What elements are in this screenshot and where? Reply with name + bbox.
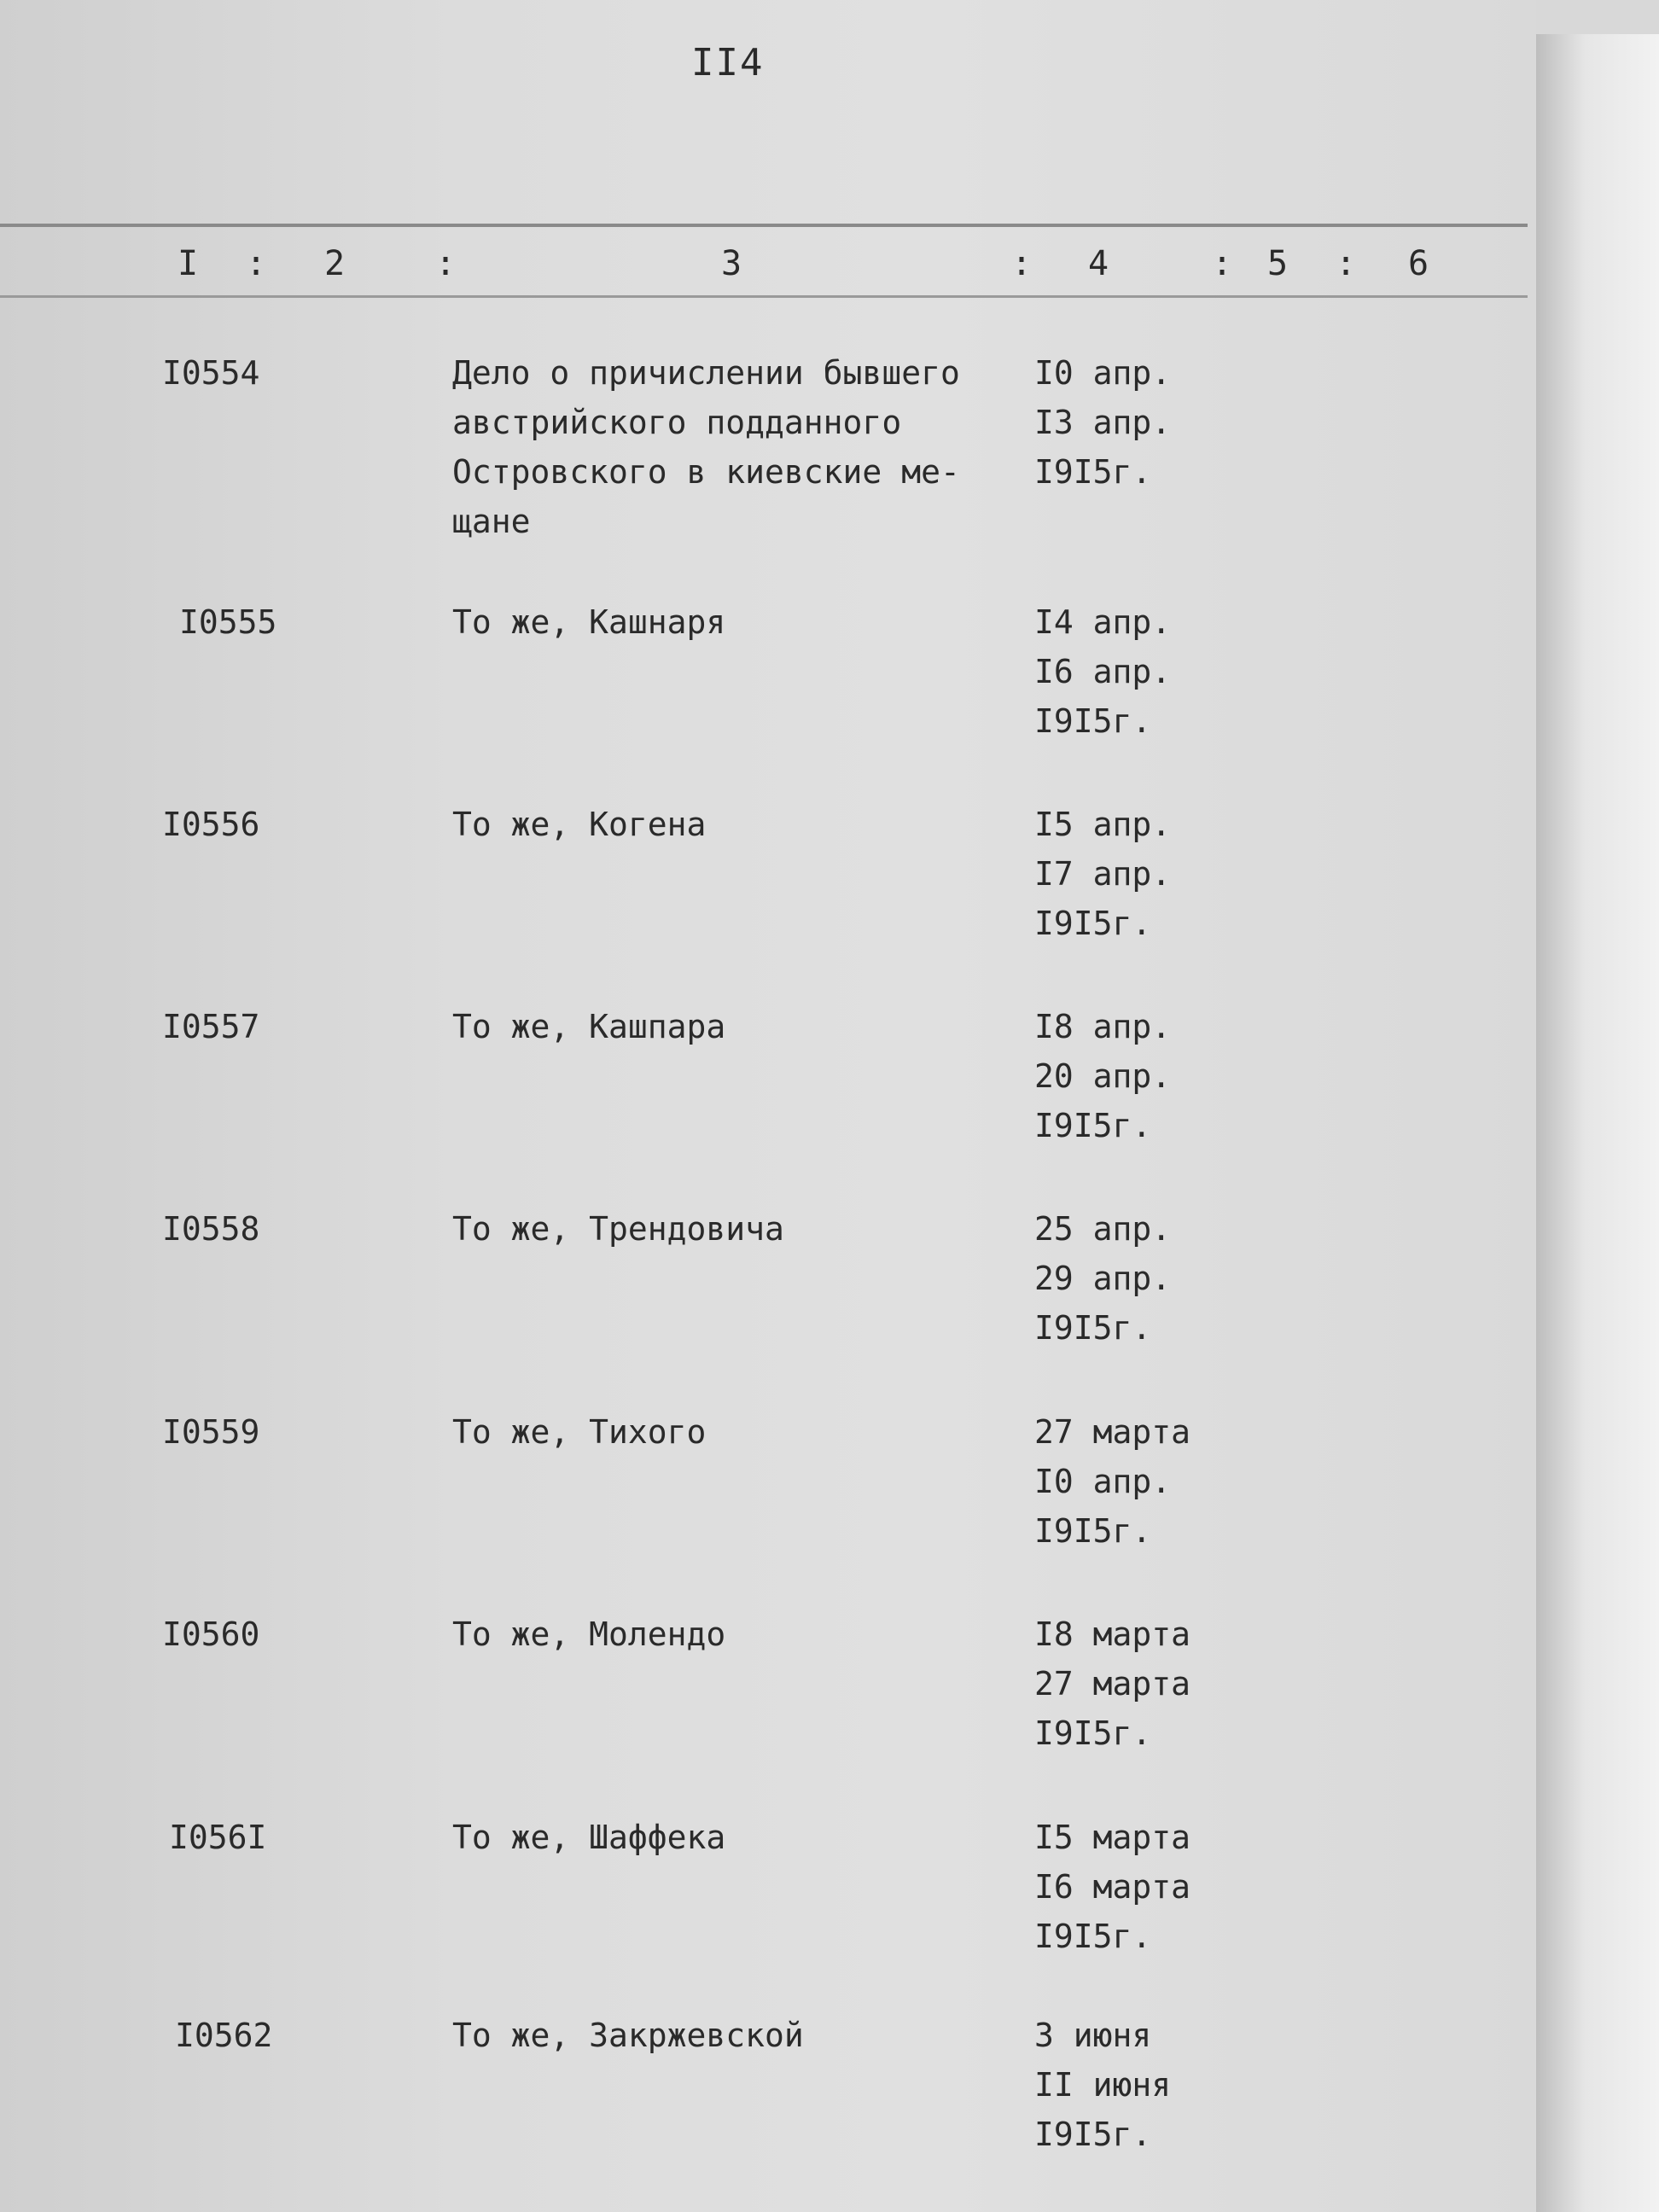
file-dates — [1034, 1204, 1171, 1353]
date-end: 27 марта — [1034, 1665, 1191, 1703]
header-col-6: 6 — [1408, 244, 1429, 283]
header-separator: : — [246, 244, 267, 283]
description-line: То же, Кашпара — [452, 1008, 726, 1045]
date-year: I9I5г. — [1034, 2116, 1152, 2153]
date-end: I0 апр. — [1034, 1463, 1172, 1500]
file-dates — [1034, 1610, 1190, 1758]
header-col-2: 2 — [324, 244, 346, 283]
file-description — [452, 348, 998, 546]
file-dates — [1034, 348, 1171, 497]
date-year: I9I5г. — [1034, 702, 1152, 740]
page-number: II4 — [691, 41, 765, 84]
header-col-5: 5 — [1267, 244, 1289, 283]
file-dates — [1034, 1002, 1171, 1150]
header-separator: : — [1336, 244, 1357, 283]
date-start: I5 апр. — [1034, 806, 1172, 843]
description-line: Островского в киевские ме- — [452, 453, 960, 491]
header-col-1: I — [178, 244, 199, 283]
date-start: 3 июня — [1034, 2017, 1152, 2054]
date-year: I9I5г. — [1034, 1918, 1152, 1955]
file-description — [452, 1407, 998, 1457]
file-dates — [1034, 1813, 1190, 1961]
file-dates — [1034, 800, 1171, 948]
description-line: То же, Закржевской — [452, 2017, 804, 2054]
date-year: I9I5г. — [1034, 1714, 1152, 1752]
file-number: I0554 — [162, 354, 260, 392]
file-dates — [1034, 2011, 1171, 2159]
file-number: I0555 — [179, 603, 277, 641]
date-end: I3 апр. — [1034, 404, 1172, 441]
date-end: I6 марта — [1034, 1868, 1191, 1906]
date-year: I9I5г. — [1034, 1107, 1152, 1144]
file-number: I0558 — [162, 1210, 260, 1248]
file-dates — [1034, 1407, 1190, 1556]
date-year: I9I5г. — [1034, 1512, 1152, 1550]
file-dates — [1034, 597, 1171, 746]
header-col-4: 4 — [1088, 244, 1109, 283]
header-separator: : — [435, 244, 457, 283]
file-description — [452, 1002, 998, 1051]
file-number: I0556 — [162, 806, 260, 843]
description-line: То же, Тихого — [452, 1413, 707, 1451]
date-start: 27 марта — [1034, 1413, 1191, 1451]
date-start: I4 апр. — [1034, 603, 1172, 641]
file-number: I0562 — [175, 2017, 273, 2054]
date-year: I9I5г. — [1034, 905, 1152, 942]
file-number: I056I — [169, 1819, 267, 1856]
description-line: щане — [452, 503, 531, 540]
file-number: I0559 — [162, 1413, 260, 1451]
file-number: I0560 — [162, 1615, 260, 1653]
date-end: I7 апр. — [1034, 855, 1172, 893]
file-description — [452, 1813, 998, 1862]
column-header — [0, 224, 1528, 298]
header-separator: : — [1011, 244, 1033, 283]
date-year: I9I5г. — [1034, 1309, 1152, 1347]
date-end: 20 апр. — [1034, 1057, 1172, 1095]
date-start: I8 марта — [1034, 1615, 1191, 1653]
description-line: То же, Молендо — [452, 1615, 726, 1653]
description-line: То же, Когена — [452, 806, 707, 843]
date-start: I8 апр. — [1034, 1008, 1172, 1045]
page-edge — [1536, 34, 1659, 2212]
header-separator: : — [1212, 244, 1233, 283]
date-year: I9I5г. — [1034, 453, 1152, 491]
description-line: То же, Шаффека — [452, 1819, 726, 1856]
date-start: I0 апр. — [1034, 354, 1172, 392]
file-description — [452, 1610, 998, 1659]
date-start: I5 марта — [1034, 1819, 1191, 1856]
file-description — [452, 1204, 998, 1254]
date-end: I6 апр. — [1034, 653, 1172, 690]
description-line: То же, Кашнаря — [452, 603, 726, 641]
file-description — [452, 2011, 998, 2060]
description-line: Дело о причислении бывшего — [452, 354, 960, 392]
date-start: 25 апр. — [1034, 1210, 1172, 1248]
description-line: австрийского подданного — [452, 404, 902, 441]
description-line: То же, Трендовича — [452, 1210, 784, 1248]
file-number: I0557 — [162, 1008, 260, 1045]
date-end: 29 апр. — [1034, 1260, 1172, 1297]
file-description — [452, 800, 998, 849]
date-end: II июня — [1034, 2066, 1172, 2104]
file-description — [452, 597, 998, 647]
header-col-3: 3 — [721, 244, 742, 283]
